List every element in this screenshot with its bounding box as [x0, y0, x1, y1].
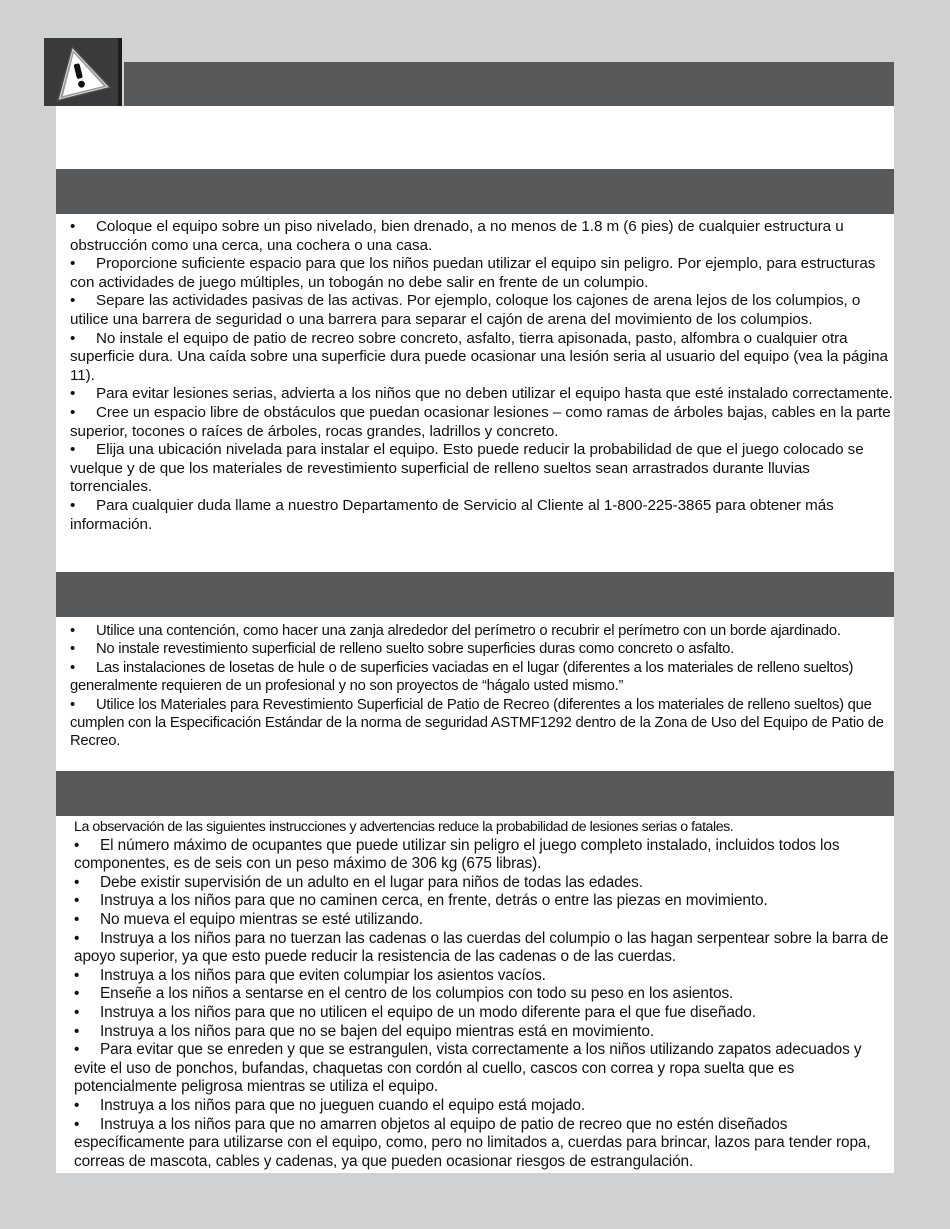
list-item: • Debe existir supervisión de un adulto en el lugar para niños de todas las edades.: [74, 873, 643, 891]
bullet-icon: •: [70, 385, 76, 403]
warning-icon-box: [44, 38, 122, 106]
list-item: • No instale revestimiento superficial de relleno suelto sobre superficies duras como concreto o asfalto.: [70, 641, 734, 658]
bullet-icon: •: [74, 836, 80, 854]
bullet-icon: •: [74, 985, 80, 1003]
section-header-surfacing: [56, 572, 894, 617]
bullet-icon: •: [70, 255, 76, 273]
bullet-icon: •: [70, 329, 76, 347]
section-intro: La observación de las siguientes instrucciones y advertencias reduce la probabilidad de lesiones serias o fatales.: [74, 819, 734, 835]
list-item: • Las instalaciones de losetas de hule o de superficies vaciadas en el lugar (diferentes a los materiales de relleno sueltos) generalmente requieren de un profesional y no son proyectos de “hágalo usted mismo.”: [70, 659, 854, 695]
title-bar: [124, 62, 894, 106]
bullet-icon: •: [74, 1003, 80, 1021]
list-item: • Instruya a los niños para que no amarren objetos al equipo de patio de recreo que no estén diseñados específicamente para utilizarse con el equipo, como, pero no limitados a, cuerdas para brincar, lazos para tender ropa, correas de mascota, cables y cadenas, ya que pueden ocasionar riesgos de estrangulación.: [74, 1115, 871, 1170]
bullet-icon: •: [70, 441, 76, 459]
section-body-usage: [56, 816, 894, 1173]
list-item: • Instruya a los niños para que no jueguen cuando el equipo está mojado.: [74, 1096, 585, 1114]
bullet-icon: •: [70, 403, 76, 421]
list-item: • Proporcione suficiente espacio para que los niños puedan utilizar el equipo sin peligro. Por ejemplo, para estructuras con actividades de juego múltiples, un tobogán no debe salir en frente de un columpio.: [70, 255, 876, 291]
bullet-icon: •: [74, 966, 80, 984]
bullet-icon: •: [74, 892, 80, 910]
list-item: • Instruya a los niños para que no se bajen del equipo mientras está en movimiento.: [74, 1022, 654, 1040]
section-header-usage: [56, 771, 894, 816]
bullet-icon: •: [74, 873, 80, 891]
subtitle-band: [56, 106, 894, 169]
list-item: • Elija una ubicación nivelada para instalar el equipo. Esto puede reducir la probabilidad de que el juego colocado se vuelque y de que los materiales de revestimiento superficial de relleno sueltos sean arrastrados durante lluvias torrenciales.: [70, 441, 864, 496]
list-item: • Enseñe a los niños a sentarse en el centro de los columpios con todo su peso en los asientos.: [74, 985, 734, 1003]
list-item: • Para cualquier duda llame a nuestro Departamento de Servicio al Cliente al 1-800-225-3865 para obtener más información.: [70, 496, 834, 533]
bullet-icon: •: [70, 659, 75, 676]
bullet-icon: •: [74, 910, 80, 928]
list-item: • Utilice los Materiales para Revestimiento Superficial de Patio de Recreo (diferentes a los materiales de relleno sueltos) que cumplen con la Especificación Estándar de la norma de seguridad ASTMF1292 dentro de la Zona de Uso del Equipo de Patio de Recreo.: [70, 696, 884, 750]
list-item: • No instale el equipo de patio de recreo sobre concreto, asfalto, tierra apisonada, pasto, alfombra o cualquier otra superficie dura. Una caída sobre una superficie dura puede ocasionar una lesión seria al usuario del equipo (vea la página 11).: [70, 329, 888, 384]
list-item: • Para evitar lesiones serias, advierta a los niños que no deben utilizar el equipo hasta que esté instalado correctamente.: [70, 385, 893, 403]
list-item: • El número máximo de ocupantes que puede utilizar sin peligro el juego completo instalado, incluidos todos los componentes, es de seis con un peso máximo de 306 kg (675 libras).: [74, 836, 840, 873]
list-item: • Separe las actividades pasivas de las activas. Por ejemplo, coloque los cajones de arena lejos de los columpios, o utilice una barrera de seguridad o una barrera para separar el cajón de arena del movimiento de los columpios.: [70, 292, 861, 328]
list-item: • Instruya a los niños para no tuerzan las cadenas o las cuerdas del columpio o las hagan serpentear sobre la barra de apoyo superior, ya que esto puede reducir la resistencia de las cadenas o de las cuerdas.: [74, 929, 889, 966]
section-body-surfacing: [56, 617, 894, 771]
section-header-location: [56, 169, 894, 214]
bullet-icon: •: [74, 1022, 80, 1040]
list-item: • No mueva el equipo mientras se esté utilizando.: [74, 910, 423, 928]
bullet-icon: •: [70, 623, 75, 639]
section-body-location: [56, 214, 894, 572]
list-item: • Para evitar que se enreden y que se estrangulen, vista correctamente a los niños utilizando zapatos adecuados y evite el uso de ponchos, bufandas, chaquetas con cordón al cuello, cascos con correa y ropa suelta que es potencialmente peligrosa mientras se utiliza el equipo.: [74, 1041, 862, 1096]
warning-triangle-icon: [44, 38, 118, 106]
list-item: • Instruya a los niños para que no caminen cerca, en frente, detrás o entre las piezas en movimiento.: [74, 892, 768, 910]
list-item: • Instruya a los niños para que no utilicen el equipo de un modo diferente para el que fue diseñado.: [74, 1003, 756, 1021]
list-item: • Instruya a los niños para que eviten columpiar los asientos vacíos.: [74, 966, 546, 984]
list-item: • Coloque el equipo sobre un piso nivelado, bien drenado, a no menos de 1.8 m (6 pies) de cualquier estructura u obstrucción como una cerca, una cochera o una casa.: [70, 218, 844, 254]
bullet-icon: •: [70, 218, 76, 235]
bullet-icon: •: [70, 696, 75, 713]
list-item: • Cree un espacio libre de obstáculos que puedan ocasionar lesiones – como ramas de árboles bajas, cables en la parte superior, tocones o raíces de árboles, rocas grandes, ladrillos y concreto.: [70, 403, 891, 440]
bullet-icon: •: [70, 496, 76, 514]
bullet-icon: •: [70, 292, 76, 310]
bullet-icon: •: [74, 929, 80, 947]
bullet-icon: •: [70, 641, 75, 658]
list-item: • Utilice una contención, como hacer una zanja alrededor del perímetro o recubrir el perímetro con un borde ajardinado.: [70, 623, 841, 639]
bullet-icon: •: [74, 1041, 80, 1059]
bullet-icon: •: [74, 1096, 80, 1114]
bullet-icon: •: [74, 1115, 80, 1133]
